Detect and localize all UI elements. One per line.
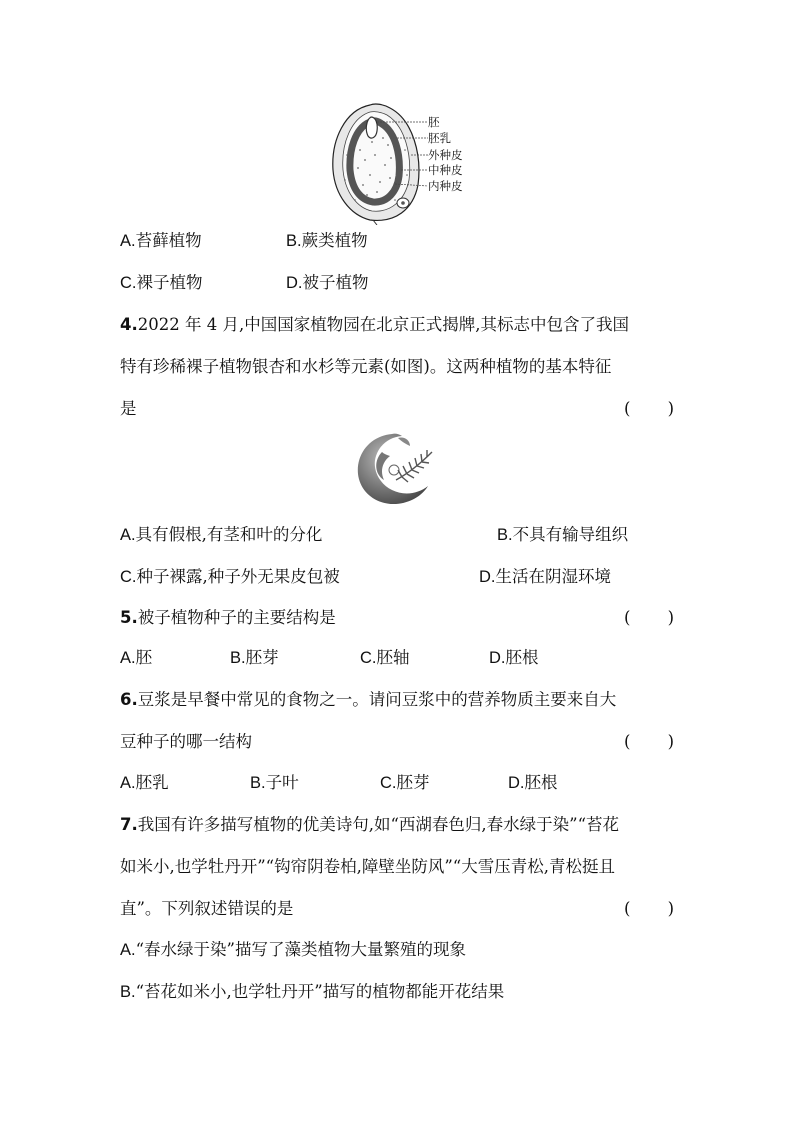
q4-stem-line1: 4.2022 年 4 月,中国国家植物园在北京正式揭牌,其标志中包含了我国 [120, 315, 629, 334]
q3-option-a: A.苔藓植物 [120, 231, 202, 250]
seed-label-outer-coat: 外种皮 [428, 148, 463, 162]
q5-stem: 5.被子植物种子的主要结构是 [120, 608, 336, 627]
q5-option-b: B.胚芽 [230, 648, 279, 667]
q4-option-a: A.具有假根,有茎和叶的分化 [120, 525, 323, 544]
q4-stem-line2: 特有珍稀裸子植物银杏和水杉等元素(如图)。这两种植物的基本特征 [120, 357, 612, 376]
q4-stem-line3: 是 [120, 399, 137, 418]
q7-option-a: A.“春水绿于染”描写了藻类植物大量繁殖的现象 [120, 940, 466, 959]
q4-option-d: D.生活在阴湿环境 [479, 567, 611, 586]
q6-option-c: C.胚芽 [380, 773, 430, 792]
seed-label-embryo: 胚 [428, 115, 440, 129]
q5-option-d: D.胚根 [489, 648, 539, 667]
q6-option-a: A.胚乳 [120, 773, 169, 792]
botanical-garden-logo [352, 430, 438, 508]
q5-option-c: C.胚轴 [360, 648, 410, 667]
q5-option-a: A.胚 [120, 648, 153, 667]
q4-option-c: C.种子裸露,种子外无果皮包被 [120, 567, 340, 586]
q7-option-b: B.“苔花如米小,也学牡丹开”描写的植物都能开花结果 [120, 982, 505, 1001]
seed-label-inner-coat: 内种皮 [428, 179, 463, 193]
q3-option-c: C.裸子植物 [120, 273, 203, 292]
seed-label-endosperm: 胚乳 [428, 131, 451, 145]
q4-option-b: B.不具有输导组织 [497, 525, 629, 544]
q6-stem-line1: 6.豆浆是早餐中常见的食物之一。请问豆浆中的营养物质主要来自大 [120, 690, 617, 709]
q6-option-b: B.子叶 [250, 773, 299, 792]
q3-option-b: B.蕨类植物 [286, 231, 368, 250]
q6-option-d: D.胚根 [508, 773, 558, 792]
q6-stem-line2: 豆种子的哪一结构 [120, 732, 252, 751]
logo-emblem-icon [352, 430, 438, 508]
q7-stem-line2: 如米小,也学牡丹开”“钩帘阴卷柏,障壁坐防风”“大雪压青松,青松挺且 [120, 857, 615, 876]
q7-stem-line3: 直”。下列叙述错误的是 [120, 899, 294, 918]
q7-stem-line1: 7.我国有许多描写植物的优美诗句,如“西湖春色归,春水绿于染”“苔花 [120, 815, 620, 834]
seed-label-middle-coat: 中种皮 [428, 163, 463, 177]
q3-option-d: D.被子植物 [286, 273, 369, 292]
